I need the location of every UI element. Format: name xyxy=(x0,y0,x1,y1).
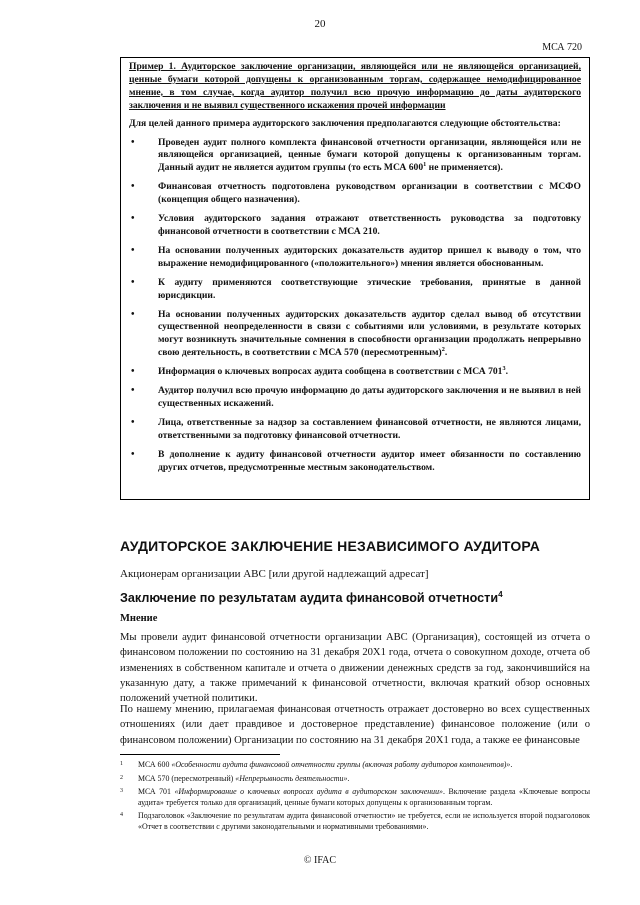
assumption-item: • К аудиту применяются соответствующие этические требования, принятые в данной юрисдикции. xyxy=(131,276,581,301)
assumption-item: • Финансовая отчетность подготовлена руководством организации в соответствии с МСФО (концепция общего назначения). xyxy=(131,181,581,206)
assumption-list xyxy=(129,137,581,475)
bullet-icon: • xyxy=(131,181,135,193)
report-addressee: Акционерам организации ABC [или другой надлежащий адресат] xyxy=(120,568,429,580)
section-heading: Заключение по результатам аудита финансовой отчетности$^4$ xyxy=(120,589,503,605)
example-heading: Пример 1. Аудиторское заключение организации, являющейся или не являющейся организацией, ценные бумаги которой допущены к организованным торгам, содержащее немодифицированное мнение, в том случае, когда аудитор получил всю прочую информацию до даты аудиторского заключения и не выявил существенного искажения прочей информации xyxy=(129,61,581,111)
report-title: АУДИТОРСКОЕ ЗАКЛЮЧЕНИЕ НЕЗАВИСИМОГО АУДИТОРА xyxy=(120,538,541,554)
bullet-icon: • xyxy=(131,244,135,256)
assumption-item: • Лица, ответственные за надзор за составлением финансовой отчетности, не являются лицами, ответственными за подготовку финансовой отчетности. xyxy=(131,416,581,441)
opinion-heading: Мнение xyxy=(120,613,158,624)
bullet-icon: • xyxy=(131,385,135,397)
standard-code: МСА 720 xyxy=(542,42,582,53)
assumption-item: • На основании полученных аудиторских доказательств аудитор сделал вывод об отсутствии существенной неопределенности в связи с событиями или условиями, в результате которых могут возникнуть значительные сомнения в способности организации продолжать непрерывно свою деятельность, в соответствии с МСА 570 (пересмотренным)$^2$. xyxy=(131,308,581,359)
page-number: 20 xyxy=(314,18,326,30)
bullet-icon: • xyxy=(131,213,135,225)
assumption-item: • Аудитор получил всю прочую информацию до даты аудиторского заключения и не выявил в ней существенных искажений. xyxy=(131,385,581,409)
opinion-paragraph-1: Мы провели аудит финансовой отчетности организации ABC (Организация), состоящей из отчета о финансовом положении по состоянию на 31 декабря 20X1 года, отчета о совокупном доходе, отчета об изменениях в собственном капитале и отчета о движении денежных средств за год, закончившийся на указанную дату, а также примечаний к финансовой отчетности, включая краткий обзор основных положений учетной политики. xyxy=(120,632,590,705)
footnote-ref: 4 xyxy=(498,589,503,599)
opinion-paragraph-2: По нашему мнению, прилагаемая финансовая отчетность отражает достоверно во всех существенных отношениях (или дает правдивое и достоверное представление) финансовое положение (или о финансовом положении) Организации по состоянию на 31 декабря 20X1 года, а также ее финансовые xyxy=(120,704,590,746)
bullet-icon: • xyxy=(131,416,135,428)
example-intro: Для целей данного примера аудиторского заключения предполагаются следующие обстоятельства: xyxy=(129,117,561,129)
assumption-item: • В дополнение к аудиту финансовой отчетности аудитор имеет обязанности по составлению других отчетов, предусмотренные местным законодательством. xyxy=(131,448,581,473)
bullet-icon: • xyxy=(131,136,135,148)
footnote: 1 МСА 600 «Особенности аудита финансовой отчетности группы (включая работу аудиторов компонентов)». xyxy=(120,760,513,769)
bullet-icon: • xyxy=(131,276,135,288)
assumption-item: • Проведен аудит полного комплекта финансовой отчетности организации, являющейся или не являющейся организацией, ценные бумаги которой допущены к организованным торгам. Данный аудит не является аудитом группы (то есть МСА $600^1$ не применяется). xyxy=(131,136,581,174)
footnote: 4 Подзаголовок «Заключение по результатам аудита финансовой отчетности» не требуется, если не используется второй подзаголовок «Отчет в соответствии с другими законодательными и нормативными требованиями». xyxy=(120,811,590,831)
footnotes xyxy=(120,760,590,835)
assumption-item: • На основании полученных аудиторских доказательств аудитор пришел к выводу о том, что выражение немодифицированного («положительного») мнения является обоснованным. xyxy=(131,244,581,269)
example-box xyxy=(120,57,590,500)
bullet-icon: • xyxy=(131,366,135,378)
footnote: 2 МСА 570 (пересмотренный) «Непрерывность деятельности». xyxy=(120,773,350,783)
assumption-item: • Информация о ключевых вопросах аудита сообщена в соответствии с МСА $701^3$. xyxy=(131,364,509,378)
copyright-footer: © IFAC xyxy=(303,855,337,866)
assumption-item: • Условия аудиторского задания отражают ответственность руководства за подготовку финансовой отчетности в соответствии с МСА 210. xyxy=(131,213,581,237)
bullet-icon: • xyxy=(131,448,135,460)
footnote: 3 МСА 701 «Информирование о ключевых вопросах аудита в аудиторском заключении». Включение раздела «Ключевые вопросы аудита» требуется только для организаций, ценные бумаги которых допущены к организованным торгам. xyxy=(120,787,591,807)
bullet-icon: • xyxy=(131,308,135,320)
footnote-divider xyxy=(120,754,280,755)
